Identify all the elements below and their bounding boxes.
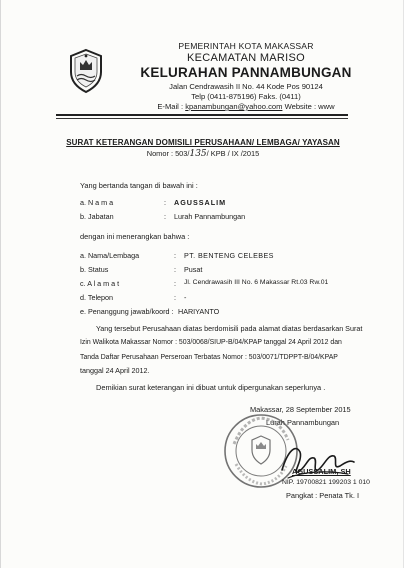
colon: : <box>174 279 176 288</box>
company-name-value: PT. BENTENG CELEBES <box>184 251 274 260</box>
colon: : <box>174 293 176 302</box>
signature-place-date: Makassar, 28 September 2015 <box>250 405 351 414</box>
company-phone-label: d. Telepon <box>80 293 114 302</box>
letterhead-rule-thin <box>56 118 348 119</box>
signature-office: Lurah Pannambungan <box>266 418 340 427</box>
signer-name-value: AGUSSALIM <box>174 198 227 207</box>
company-address-label: c. A l a m a t <box>80 279 120 288</box>
letterhead-village: KELURAHAN PANNAMBUNGAN <box>140 65 352 80</box>
signature-name: AGUSSALIM, SH <box>292 467 351 476</box>
company-owner-value: HARIYANTO <box>178 307 220 316</box>
document-title: SURAT KETERANGAN DOMISILI PERUSAHAAN/ LEMBAGA/ YAYASAN <box>66 138 340 147</box>
number-suffix: / KPB / IX /2015 <box>206 149 260 158</box>
intro-text: Yang bertanda tangan di bawah ini : <box>80 181 198 190</box>
document-number <box>56 149 350 159</box>
paragraph-line: Izin Walikota Makassar Nomor : 503/0068/SIUP-B/04/KPAP tanggal 24 April 2012 dan <box>80 339 342 346</box>
letterhead-government: PEMERINTAH KOTA MAKASSAR <box>178 41 314 51</box>
paragraph-line: Tanda Daftar Perusahaan Perseroan Terbatas Nomor : 503/0071/TDPPT-B/04/KPAP <box>80 354 338 361</box>
letterhead-address: Jalan Cendrawasih II No. 44 Kode Pos 90124 <box>169 82 323 91</box>
company-name-label: a. Nama/Lembaga <box>80 251 140 260</box>
colon: : <box>174 251 176 260</box>
company-owner-label: e. Penanggung jawab/koord : <box>80 307 174 316</box>
letterhead-phone: Telp (0411-875196) Faks. (0411) <box>191 92 301 101</box>
letterhead-rule-thick <box>56 114 348 116</box>
email-link[interactable]: kpanambungan@yahoo.com <box>185 102 283 111</box>
declaration-text: dengan ini menerangkan bahwa : <box>80 232 190 241</box>
company-status-value: Pusat <box>184 265 203 274</box>
colon: : <box>164 212 166 221</box>
colon: : <box>174 265 176 274</box>
letterhead-contact <box>96 102 396 111</box>
signer-position-label: b. Jabatan <box>80 212 114 221</box>
company-status-label: b. Status <box>80 265 109 274</box>
company-address-value: Jl. Cendrawasih III No. 6 Makassar Rt.03 Rw.01 <box>184 279 329 286</box>
website-text: Website : www <box>284 102 335 111</box>
signer-position-value: Lurah Pannambungan <box>174 212 246 221</box>
closing-text: Demikian surat keterangan ini dibuat untuk dipergunakan seperlunya . <box>96 383 326 392</box>
number-prefix: Nomor : 503/ <box>146 149 190 158</box>
paragraph-line: tanggal 24 April 2012. <box>80 366 150 375</box>
number-handwritten: 135 <box>189 149 207 159</box>
colon: : <box>164 198 166 207</box>
paragraph-line: Yang tersebut Perusahaan diatas berdomisili pada alamat diatas berdasarkan Surat <box>96 324 363 333</box>
company-phone-value: - <box>184 293 187 302</box>
signature-nip: NIP. 19700821 199203 1 010 <box>282 479 370 486</box>
signer-name-label: a. N a m a <box>80 198 114 207</box>
email-label: E-Mail : <box>157 102 184 111</box>
letterhead-district: KECAMATAN MARISO <box>186 52 306 64</box>
signature-rank: Pangkat : Penata Tk. I <box>286 491 359 500</box>
